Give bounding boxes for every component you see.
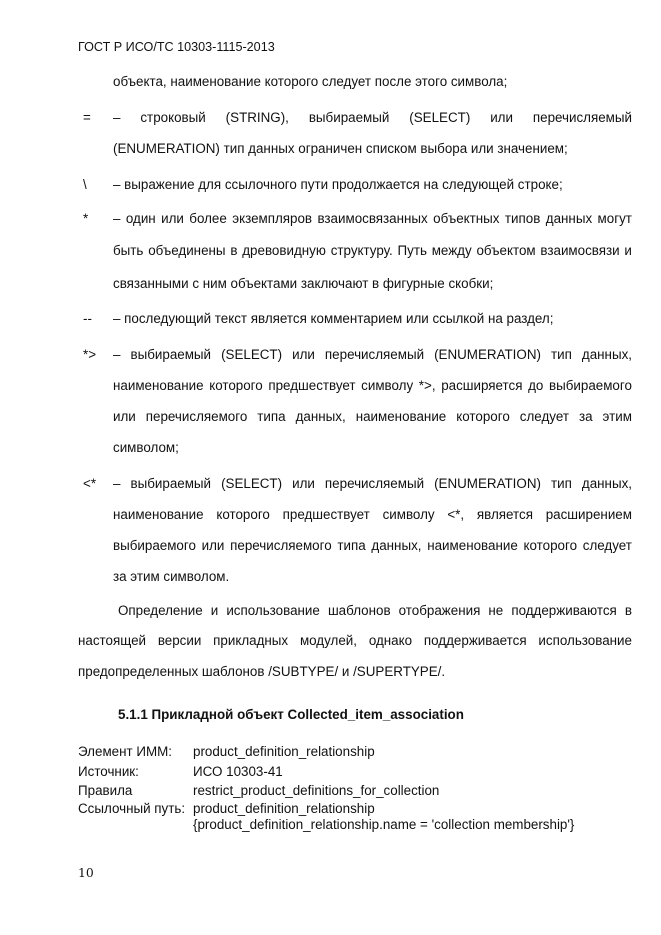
lt-star-line-1 <box>113 476 632 491</box>
mapping-value-path-continuation: {product_definition_relationship.name = 'collection membership'} <box>193 817 575 832</box>
asterisk-line-1 <box>113 211 632 226</box>
word: настоящей <box>78 633 147 648</box>
asterisk-line-3: связанными с ним объектами заключают в фигурные скобки; <box>113 276 494 291</box>
word: данных <box>545 211 593 226</box>
word: (STRING), <box>225 110 289 125</box>
word: или <box>201 538 225 553</box>
word: более <box>189 211 227 226</box>
intro-tail-text: объекта, наименование которого следует после этого символа; <box>113 74 508 89</box>
symbol-double-dash: -- <box>83 311 92 326</box>
symbol-backslash: \ <box>83 177 87 192</box>
word: наименование <box>355 409 447 424</box>
word: (SELECT) <box>221 347 283 362</box>
word: <*, <box>447 507 465 522</box>
word: до <box>528 378 544 393</box>
word: поддерживается <box>423 633 527 648</box>
word: один <box>125 211 156 226</box>
backslash-line-1: – выражение для ссылочного пути продолжается на следующей строке; <box>113 177 563 192</box>
equals-line-1 <box>113 110 632 125</box>
word: объектом <box>476 243 536 258</box>
word: символу <box>382 507 435 522</box>
star-gt-line-4: символом; <box>113 440 179 455</box>
paragraph-line-1 <box>118 603 632 618</box>
word: наименование <box>113 507 204 522</box>
word: перечисляемый <box>324 476 425 491</box>
mapping-value-source: ИСО 10303-41 <box>193 764 283 779</box>
word: типа <box>257 409 286 424</box>
word: и <box>624 243 632 258</box>
word: (ENUMERATION) <box>434 347 541 362</box>
word: Путь <box>397 243 427 258</box>
word: в <box>230 243 238 258</box>
asterisk-line-2 <box>113 243 632 258</box>
word: наименование <box>113 378 204 393</box>
mapping-value-path: product_definition_relationship <box>193 801 375 816</box>
page-number: 10 <box>78 865 94 880</box>
word: типа <box>337 538 366 553</box>
word: строковый <box>140 110 206 125</box>
word: перечисляемого <box>230 538 332 553</box>
word: – <box>113 110 121 125</box>
word: или <box>490 110 513 125</box>
word: или <box>292 476 315 491</box>
word: (SELECT) <box>409 110 471 125</box>
word: символу <box>361 378 414 393</box>
word: модулей, <box>299 633 357 648</box>
word: данных, <box>581 347 632 362</box>
word: выбираемого <box>113 538 196 553</box>
word: или <box>113 409 136 424</box>
word: прикладных <box>213 633 289 648</box>
word: является <box>476 507 533 522</box>
word: версии <box>157 633 202 648</box>
word: взаимосвязи <box>540 243 620 258</box>
word: объединены <box>148 243 226 258</box>
paragraph-line-2 <box>78 633 632 648</box>
lt-star-line-2 <box>113 507 632 522</box>
word: не <box>488 603 504 618</box>
word: расширяется <box>441 378 523 393</box>
word: шаблонов <box>327 603 391 618</box>
word: которого <box>456 409 510 424</box>
word: (SELECT) <box>221 476 283 491</box>
word: однако <box>368 633 413 648</box>
mapping-label-source: Источник: <box>78 764 139 779</box>
dashdash-line-1: – последующий текст является комментарием или ссылкой на раздел; <box>113 311 554 326</box>
word: – <box>113 347 121 362</box>
word: между <box>431 243 472 258</box>
word: (ENUMERATION) <box>434 476 541 491</box>
word: за <box>578 409 593 424</box>
word: быть <box>113 243 144 258</box>
section-heading: 5.1.1 Прикладной объект Collected_item_association <box>118 707 464 722</box>
word: предшествует <box>282 507 370 522</box>
symbol-star-gt: *> <box>83 347 97 362</box>
word: которого <box>216 507 270 522</box>
equals-line-2: (ENUMERATION) тип данных ограничен списком выбора или значением; <box>113 141 568 156</box>
word: перечисляемый <box>324 347 425 362</box>
word: данных, <box>295 409 346 424</box>
word: расширением <box>545 507 632 522</box>
word: которого <box>209 378 263 393</box>
word: могут <box>597 211 632 226</box>
word: использование <box>538 633 632 648</box>
mapping-label-rules: Правила <box>78 783 133 798</box>
word: наименование <box>427 538 518 553</box>
word: – <box>113 476 121 491</box>
word: или <box>292 347 315 362</box>
word: объектных <box>433 211 500 226</box>
word: выбираемого <box>549 378 632 393</box>
word: отображения <box>398 603 481 618</box>
lt-star-line-3 <box>113 538 632 553</box>
word: которого <box>523 538 578 553</box>
word: структуру. <box>330 243 393 258</box>
word: данных, <box>371 538 422 553</box>
word: тип <box>550 347 572 362</box>
star-gt-line-3 <box>113 409 632 424</box>
word: тип <box>550 476 572 491</box>
word: следует <box>582 538 632 553</box>
star-gt-line-1 <box>113 347 632 362</box>
word: *>, <box>418 378 436 393</box>
word: выбираемый <box>130 347 212 362</box>
mapping-label-path: Ссылочный путь: <box>78 801 186 816</box>
word: взаимосвязанных <box>317 211 428 226</box>
word: перечисляемый <box>532 110 632 125</box>
word: – <box>113 211 121 226</box>
paragraph-line-3: предопределенных шаблонов /SUBTYPE/ и /SUPERTYPE/. <box>78 664 446 679</box>
symbol-asterisk: * <box>83 211 89 226</box>
word: данных, <box>581 476 632 491</box>
symbol-lt-star: <* <box>83 476 97 491</box>
word: следует <box>519 409 569 424</box>
word: использование <box>226 603 320 618</box>
word: перечисляемого <box>145 409 248 424</box>
lt-star-line-4: за этим символом. <box>113 569 230 584</box>
word: и <box>210 603 219 618</box>
word: Определение <box>118 603 203 618</box>
word: этим <box>602 409 632 424</box>
word: выбираемый <box>130 476 212 491</box>
mapping-value-imm: product_definition_relationship <box>193 744 375 759</box>
word: типов <box>504 211 541 226</box>
word: древовидную <box>242 243 326 258</box>
document-header: ГОСТ Р ИСО/ТС 10303-1115-2013 <box>78 40 275 54</box>
mapping-label-imm: Элемент ИММ: <box>78 744 172 759</box>
word: поддерживаются <box>511 603 617 618</box>
word: экземпляров <box>232 211 313 226</box>
word: выбираемый <box>308 110 390 125</box>
word: предшествует <box>268 378 356 393</box>
word: или <box>161 211 184 226</box>
symbol-equals: = <box>83 110 91 125</box>
star-gt-line-2 <box>113 378 632 393</box>
mapping-value-rules: restrict_product_definitions_for_collection <box>193 783 440 798</box>
word: в <box>624 603 632 618</box>
